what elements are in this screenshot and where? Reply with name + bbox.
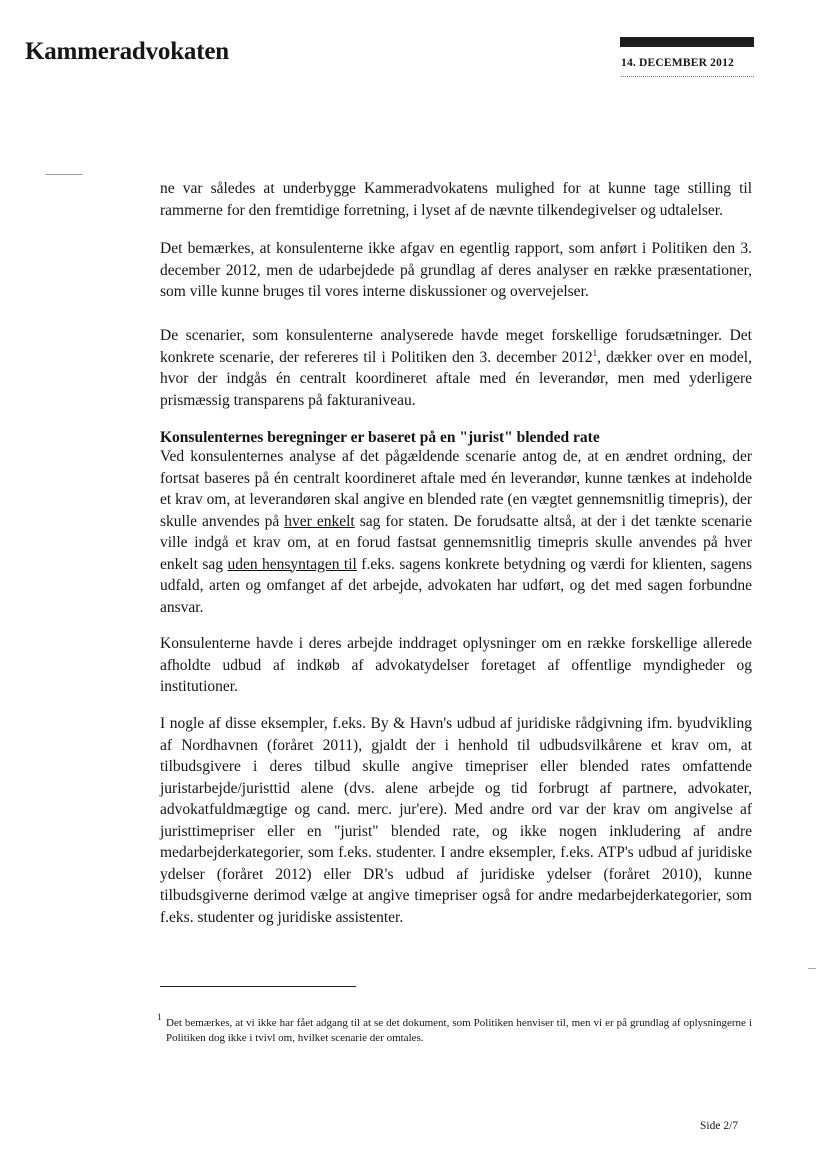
page-number: Side 2/7 [700,1120,739,1132]
paragraph-1-text: ne var således at underbygge Kammeradvokatens mulighed for at kunne tage stilling til rammerne for den fremtidige forretning, i lyset af de nævnte tilkendegivelser og udtalelser. [160,180,752,219]
paragraph-3 [160,325,752,411]
section-heading: Konsulenternes beregninger er baseret på en "jurist" blended rate [160,429,600,446]
paragraph-5-text: Konsulenterne havde i deres arbejde inddraget oplysninger om en række forskellige allerede afholdte udbud af indkøb af advokatydelser foretaget af offentlige myndigheder og institutioner. [160,635,752,695]
scan-edge-mark [808,968,816,969]
underlined-phrase-hver-enkelt: hver enkelt [284,512,355,530]
header-bar [620,37,754,47]
footnote-reference[interactable]: 1 [592,347,598,358]
paragraph-1 [160,178,752,221]
paragraph-3-text-a: De scenarier, som konsulenterne analyserede havde meget forskellige forudsætninger. Det konkrete scenarie, der refereres til i Politiken den 3. december 2012 [160,327,752,366]
paragraph-4-text-b: sag for staten. De forudsatte altså, at der i det tænkte scenarie ville indgå et krav om, at en forud fastsat gennemsnitlig timepris skulle anvendes på hver enkelt sag [160,512,752,573]
document-date: 14. DECEMBER 2012 [621,57,734,69]
paragraph-4 [160,446,752,618]
paragraph-6 [160,713,752,928]
paragraph-2 [160,238,752,303]
paragraph-6-text: I nogle af disse eksempler, f.eks. By & Havn's udbud af juridiske rådgivning ifm. byudvikling af Nordhavnen (foråret 2011), gjaldt der i henhold til udbudsvilkårene et krav om, at tilbudsgivere i deres tilbud skulle angive timepriser eller blended rates omfattende juristarbejde/juristtid alene (dvs. alene arbejde og tid forbrugt af partnere, advokater, advokatfuldmægtige og cand. merc. jur'ere). Med andre ord var der krav om angivelse af juristtimepriser eller en "jurist" blended rate, og ikke nogen inkludering af andre medarbejderkategorier, som f.eks. studenter. I andre eksempler, f.eks. ATP's udbud af juridiske ydelser (foråret 2012) eller DR's udbud af juridiske ydelser (foråret 2010), kunne tilbudsgiverne derimod vælge at angive timepriser også for andre medarbejderkategorier, som f.eks. studenter og juridiske assistenter. [160,715,752,926]
paragraph-2-text: Det bemærkes, at konsulenterne ikke afgav en egentlig rapport, som anført i Politiken den 3. december 2012, men de udarbejdede på grundlag af deres analyser en række præsentationer, som ville kunne bruges til vores interne diskussioner og overvejelser. [160,240,752,300]
paragraph-5 [160,633,752,698]
paragraph-3-text-b: , dækker over en model, hvor der indgås én centralt koordineret aftale med én leverandør, men med yderligere prismæssig transparens på fakturaniveau. [160,348,752,409]
paragraph-4-text-a: Ved konsulenternes analyse af det pågældende scenarie antog de, at en ændret ordning, der fortsat baseres på én centralt koordineret aftale med én leverandør, kunne tænkes at indeholde et krav om, at leverandøren skal angive en blended rate (en vægtet gennemsnitlig timepris), der skulle anvendes på [160,448,752,530]
org-logo-text: Kammeradvokaten [25,38,229,65]
footnote-number: 1 [157,1012,162,1022]
margin-mark [45,174,83,175]
footnote-divider [160,986,356,987]
underlined-phrase-uden-hensyntagen: uden hensyntagen til [227,555,357,573]
paragraph-4-text-c: f.eks. sagens konkrete betydning og værdi for klienten, sagens udfald, arten og omfanget af det arbejde, advokaten har udført, og det med sagen forbundne ansvar. [160,555,752,616]
header-divider [621,76,754,77]
footnote-text: Det bemærkes, at vi ikke har fået adgang til at se det dokument, som Politiken henviser til, men vi er på grundlag af oplysningerne i Politiken dog ikke i tvivl om, hvilket scenarie der omtales. [166,1017,752,1044]
